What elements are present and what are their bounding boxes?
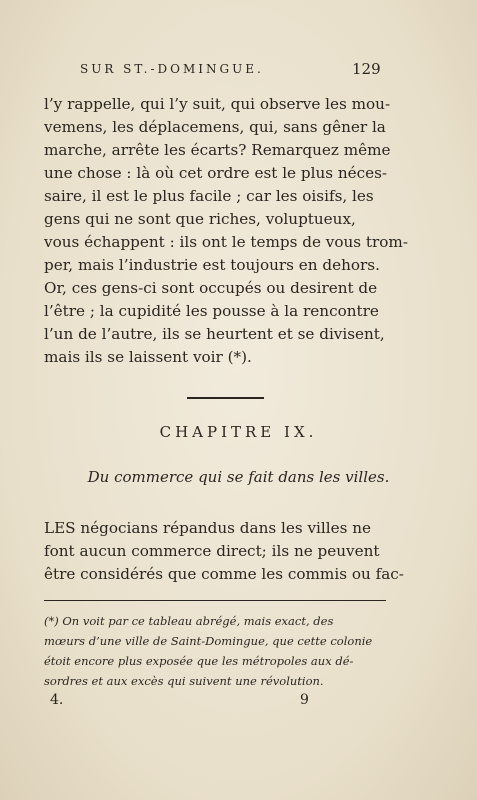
signature-number: 9 xyxy=(300,692,309,708)
chapter-subtitle: Du commerce qui se fait dans les villes. xyxy=(87,468,390,486)
body-line: vemens, les déplacemens, qui, sans gêner la xyxy=(44,118,386,136)
body-text xyxy=(44,93,408,369)
section-divider xyxy=(187,397,264,399)
footnote-line: mœurs d’une ville de Saint-Domingue, que cette colonie xyxy=(44,634,373,648)
chapter-line: être considérés que comme les commis ou fac- xyxy=(44,565,404,583)
signature-mark: 4. xyxy=(50,692,64,708)
footnote-line: sordres et aux excès qui suivent une révolution. xyxy=(44,674,324,688)
chapter-title: CHAPITRE IX. xyxy=(159,423,318,441)
body-line: gens qui ne sont que riches, voluptueux, xyxy=(44,210,356,228)
page-number: 129 xyxy=(352,60,381,78)
footnote-line: étoit encore plus exposée que les métropoles aux dé- xyxy=(44,654,354,668)
body-line: vous échappent : ils ont le temps de vous trom- xyxy=(44,233,408,251)
body-line: per, mais l’industrie est toujours en dehors. xyxy=(44,256,380,274)
body-line: marche, arrête les écarts? Remarquez même xyxy=(44,141,391,159)
body-line: l’y rappelle, qui l’y suit, qui observe les mou- xyxy=(44,95,391,113)
chapter-text xyxy=(44,517,404,586)
body-line: Or, ces gens-ci sont occupés ou desirent de xyxy=(44,279,378,297)
body-line: mais ils se laissent voir (*). xyxy=(44,348,252,366)
footnote xyxy=(44,611,384,691)
footnote-line: (*) On voit par ce tableau abrégé, mais exact, des xyxy=(44,614,334,628)
chapter-line: LES négocians répandus dans les villes ne xyxy=(44,519,371,537)
body-line: une chose : là où cet ordre est le plus néces- xyxy=(44,164,388,182)
body-line: l’un de l’autre, ils se heurtent et se divisent, xyxy=(44,325,385,343)
body-line: saire, il est le plus facile ; car les oisifs, les xyxy=(44,187,374,205)
running-head: SUR ST.-DOMINGUE. xyxy=(80,62,264,76)
chapter-line: font aucun commerce direct; ils ne peuvent xyxy=(44,542,380,560)
footnote-divider xyxy=(44,600,386,601)
body-line: l’être ; la cupidité les pousse à la rencontre xyxy=(44,302,379,320)
